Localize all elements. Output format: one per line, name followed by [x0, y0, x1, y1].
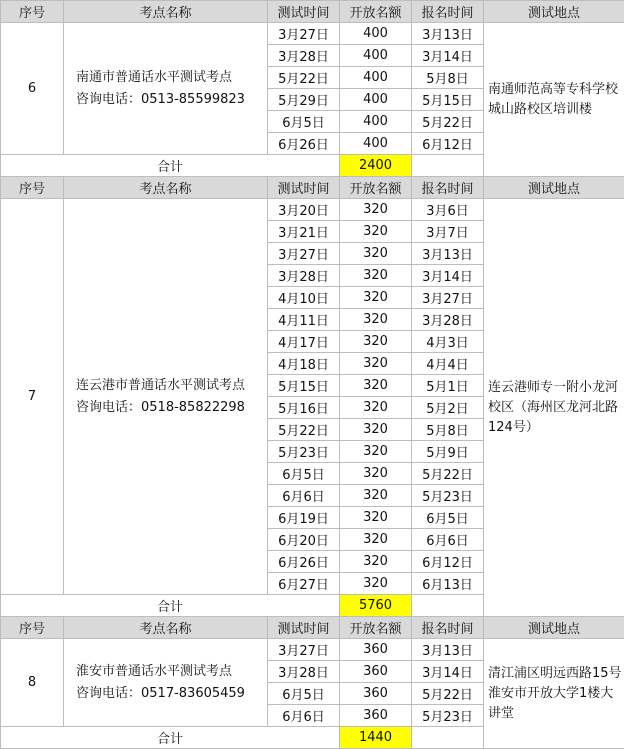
- reg-date-cell: 6月5日: [412, 507, 484, 529]
- reg-date-cell: 6月6日: [412, 529, 484, 551]
- header-quota: 开放名额: [340, 177, 412, 199]
- reg-date-cell: 6月12日: [412, 551, 484, 573]
- quota-cell: 320: [340, 573, 412, 595]
- total-label: 合计: [1, 595, 340, 617]
- total-value: 1440: [340, 727, 412, 749]
- header-row: [1, 617, 624, 639]
- header-location: 测试地点: [484, 1, 624, 23]
- header-test-date: 测试时间: [268, 177, 340, 199]
- header-center-name: 考点名称: [64, 177, 268, 199]
- section-index: 7: [1, 199, 64, 595]
- test-date-cell: 5月22日: [268, 419, 340, 441]
- reg-date-cell: 3月6日: [412, 199, 484, 221]
- reg-date-cell: 4月4日: [412, 353, 484, 375]
- test-date-cell: 4月10日: [268, 287, 340, 309]
- quota-cell: 400: [340, 111, 412, 133]
- test-date-cell: 5月29日: [268, 89, 340, 111]
- quota-cell: 320: [340, 441, 412, 463]
- location-cell: 连云港师专一附小龙河校区（海州区龙河北路124号）: [484, 199, 624, 617]
- test-date-cell: 6月6日: [268, 705, 340, 727]
- quota-cell: 320: [340, 331, 412, 353]
- quota-cell: 320: [340, 243, 412, 265]
- test-date-cell: 6月5日: [268, 463, 340, 485]
- reg-date-cell: 3月7日: [412, 221, 484, 243]
- reg-date-cell: 3月13日: [412, 639, 484, 661]
- test-date-cell: 3月27日: [268, 639, 340, 661]
- header-center-name: 考点名称: [64, 617, 268, 639]
- center-name: 南通市普通话水平测试考点: [76, 69, 233, 85]
- quota-cell: 400: [340, 45, 412, 67]
- section-index: 8: [1, 639, 64, 727]
- table-row: [1, 23, 624, 45]
- reg-date-cell: 5月2日: [412, 397, 484, 419]
- quota-cell: 400: [340, 133, 412, 155]
- test-date-cell: 6月5日: [268, 111, 340, 133]
- total-empty-cell: [412, 727, 484, 749]
- total-empty-cell: [412, 595, 484, 617]
- center-info: [64, 639, 268, 727]
- header-center-name: 考点名称: [64, 1, 268, 23]
- quota-cell: 320: [340, 353, 412, 375]
- reg-date-cell: 5月8日: [412, 67, 484, 89]
- quota-cell: 320: [340, 397, 412, 419]
- header-location: 测试地点: [484, 617, 624, 639]
- total-empty-cell: [412, 155, 484, 177]
- test-date-cell: 6月26日: [268, 551, 340, 573]
- header-index: 序号: [1, 177, 64, 199]
- quota-cell: 320: [340, 287, 412, 309]
- header-location: 测试地点: [484, 177, 624, 199]
- reg-date-cell: 5月8日: [412, 419, 484, 441]
- quota-cell: 400: [340, 23, 412, 45]
- test-date-cell: 3月21日: [268, 221, 340, 243]
- quota-cell: 320: [340, 375, 412, 397]
- quota-cell: 400: [340, 89, 412, 111]
- quota-cell: 360: [340, 705, 412, 727]
- test-date-cell: 6月26日: [268, 133, 340, 155]
- table-row: [1, 639, 624, 661]
- reg-date-cell: 3月28日: [412, 309, 484, 331]
- reg-date-cell: 5月22日: [412, 111, 484, 133]
- header-quota: 开放名额: [340, 617, 412, 639]
- reg-date-cell: 5月15日: [412, 89, 484, 111]
- header-reg-date: 报名时间: [412, 617, 484, 639]
- center-info: [64, 199, 268, 595]
- reg-date-cell: 5月23日: [412, 485, 484, 507]
- total-label: 合计: [1, 155, 340, 177]
- reg-date-cell: 6月13日: [412, 573, 484, 595]
- test-date-cell: 6月20日: [268, 529, 340, 551]
- total-label: 合计: [1, 727, 340, 749]
- header-test-date: 测试时间: [268, 617, 340, 639]
- header-row: [1, 177, 624, 199]
- center-phone: 咨询电话：0518-85822298: [76, 399, 245, 415]
- header-index: 序号: [1, 1, 64, 23]
- reg-date-cell: 4月3日: [412, 331, 484, 353]
- test-date-cell: 3月28日: [268, 265, 340, 287]
- header-quota: 开放名额: [340, 1, 412, 23]
- table-row: [1, 199, 624, 221]
- test-date-cell: 4月11日: [268, 309, 340, 331]
- header-reg-date: 报名时间: [412, 1, 484, 23]
- reg-date-cell: 3月14日: [412, 45, 484, 67]
- test-date-cell: 4月17日: [268, 331, 340, 353]
- total-value: 5760: [340, 595, 412, 617]
- reg-date-cell: 5月23日: [412, 705, 484, 727]
- reg-date-cell: 3月14日: [412, 265, 484, 287]
- quota-cell: 320: [340, 309, 412, 331]
- quota-cell: 320: [340, 485, 412, 507]
- test-date-cell: 5月23日: [268, 441, 340, 463]
- quota-cell: 320: [340, 529, 412, 551]
- header-reg-date: 报名时间: [412, 177, 484, 199]
- center-name: 淮安市普通话水平测试考点: [76, 663, 233, 679]
- quota-cell: 320: [340, 551, 412, 573]
- table-body: [1, 1, 624, 749]
- quota-cell: 360: [340, 639, 412, 661]
- reg-date-cell: 3月27日: [412, 287, 484, 309]
- header-index: 序号: [1, 617, 64, 639]
- test-date-cell: 6月19日: [268, 507, 340, 529]
- test-date-cell: 3月27日: [268, 23, 340, 45]
- location-cell: 南通师范高等专科学校城山路校区培训楼: [484, 23, 624, 177]
- test-date-cell: 3月28日: [268, 661, 340, 683]
- quota-cell: 320: [340, 463, 412, 485]
- quota-cell: 320: [340, 199, 412, 221]
- location-cell: 清江浦区明远西路15号淮安市开放大学1楼大讲堂: [484, 639, 624, 749]
- test-date-cell: 3月20日: [268, 199, 340, 221]
- total-value: 2400: [340, 155, 412, 177]
- reg-date-cell: 3月13日: [412, 23, 484, 45]
- test-date-cell: 4月18日: [268, 353, 340, 375]
- reg-date-cell: 5月22日: [412, 463, 484, 485]
- quota-cell: 360: [340, 683, 412, 705]
- section-index: 6: [1, 23, 64, 155]
- reg-date-cell: 3月14日: [412, 661, 484, 683]
- header-test-date: 测试时间: [268, 1, 340, 23]
- center-info: [64, 23, 268, 155]
- test-date-cell: 5月16日: [268, 397, 340, 419]
- test-date-cell: 6月27日: [268, 573, 340, 595]
- quota-cell: 400: [340, 67, 412, 89]
- center-name: 连云港市普通话水平测试考点: [76, 377, 246, 393]
- quota-cell: 320: [340, 221, 412, 243]
- quota-cell: 320: [340, 265, 412, 287]
- quota-cell: 320: [340, 419, 412, 441]
- header-row: [1, 1, 624, 23]
- quota-cell: 360: [340, 661, 412, 683]
- center-phone: 咨询电话：0517-83605459: [76, 685, 245, 701]
- reg-date-cell: 3月13日: [412, 243, 484, 265]
- test-date-cell: 6月5日: [268, 683, 340, 705]
- center-phone: 咨询电话：0513-85599823: [76, 91, 245, 107]
- test-date-cell: 6月6日: [268, 485, 340, 507]
- test-date-cell: 3月27日: [268, 243, 340, 265]
- reg-date-cell: 5月1日: [412, 375, 484, 397]
- test-date-cell: 5月15日: [268, 375, 340, 397]
- test-date-cell: 5月22日: [268, 67, 340, 89]
- reg-date-cell: 5月22日: [412, 683, 484, 705]
- test-date-cell: 3月28日: [268, 45, 340, 67]
- reg-date-cell: 5月9日: [412, 441, 484, 463]
- reg-date-cell: 6月12日: [412, 133, 484, 155]
- quota-cell: 320: [340, 507, 412, 529]
